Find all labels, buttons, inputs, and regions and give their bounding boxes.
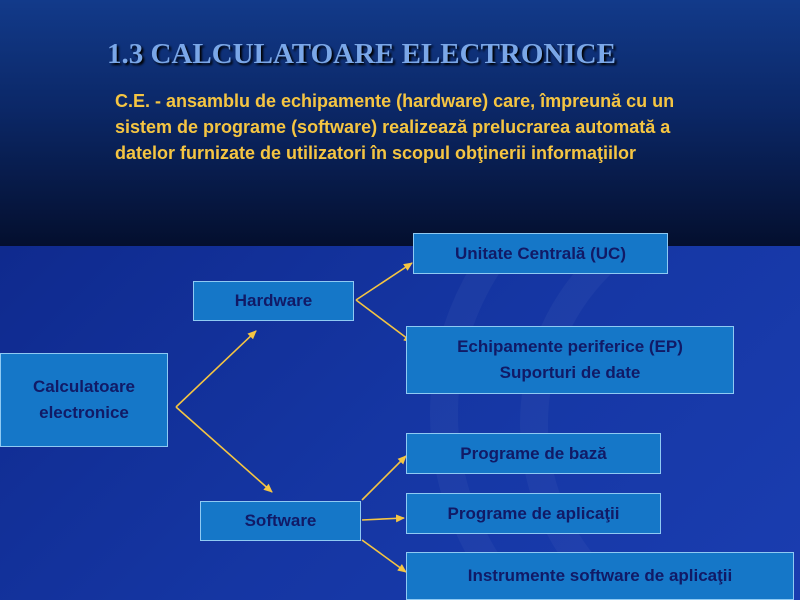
node-unitate-centrala — [413, 233, 668, 274]
node-label: Hardware — [234, 291, 313, 310]
arrow-software-to-baza — [362, 456, 406, 500]
slide-title: 1.3 CALCULATOARE ELECTRONICE — [107, 38, 616, 70]
node-programe-de-aplicatii — [406, 493, 661, 534]
node-label: Programe de aplicaţii — [447, 503, 620, 523]
node-hardware — [193, 281, 354, 321]
node-label: Unitate Centrală (UC) — [455, 243, 626, 263]
arrow-root-to-software — [176, 407, 272, 492]
arrow-hardware-to-ep — [356, 300, 412, 342]
node-label: Software — [244, 511, 317, 530]
node-calculatoare-electronice — [0, 353, 168, 447]
node-programe-de-baza — [406, 433, 661, 474]
node-label: electronice — [39, 403, 129, 422]
arrow-software-to-instrumente — [362, 540, 406, 572]
node-software — [200, 501, 361, 541]
definition-text: C.E. - ansamblu de echipamente (hardware) care, împreună cu un sistem de programe (software) realizează prelucrarea automată a datelor furnizate de utilizatori în scopul obţinerii informaţiilor — [115, 91, 675, 163]
node-label: Suporturi de date — [499, 363, 641, 382]
node-label: Calculatoare — [32, 377, 136, 396]
node-label: Programe de bază — [460, 443, 607, 463]
node-instrumente-software — [406, 552, 794, 600]
node-label: Echipamente periferice (EP) — [457, 337, 683, 356]
arrow-hardware-to-uc — [356, 263, 412, 300]
arrow-software-to-aplicatii — [362, 518, 404, 520]
node-label: Instrumente software de aplicaţii — [467, 566, 733, 585]
node-echipamente-periferice — [406, 326, 734, 394]
arrow-root-to-hardware — [176, 331, 256, 407]
